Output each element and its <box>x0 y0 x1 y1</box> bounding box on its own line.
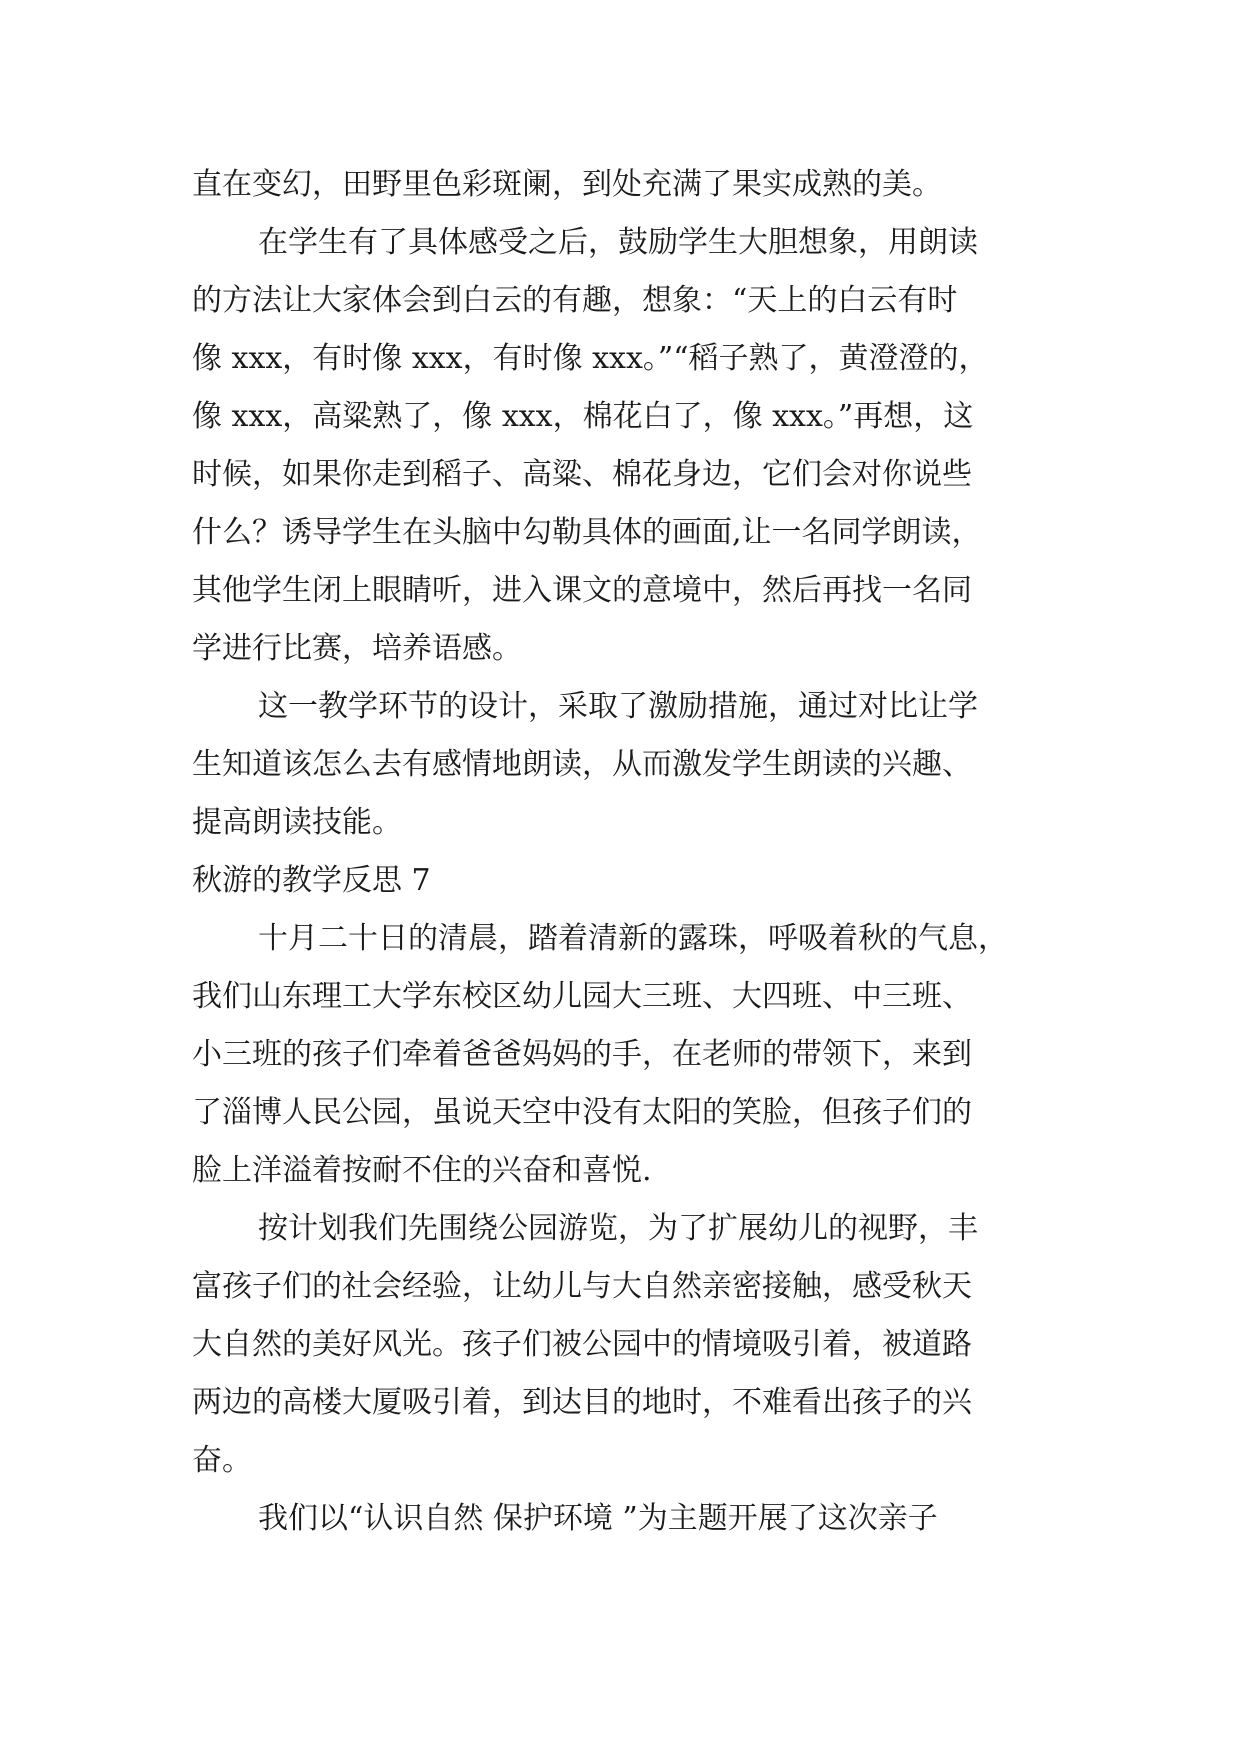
document-body <box>192 156 1050 1548</box>
paragraph-start-line: 我们以“认识自然 保护环境 ”为主题开展了这次亲子 <box>258 1501 938 1536</box>
section-heading: 秋游的教学反思 7 <box>192 863 431 898</box>
text-line: 的方法让大家体会到白云的有趣，想象：“天上的白云有时 <box>192 283 958 318</box>
text-line: 富孩子们的社会经验，让幼儿与大自然亲密接触，感受秋天 <box>192 1269 972 1304</box>
text-line: 小三班的孩子们牵着爸爸妈妈的手，在老师的带领下，来到 <box>192 1037 972 1072</box>
text-line: 其他学生闭上眼睛听，进入课文的意境中，然后再找一名同 <box>192 573 972 608</box>
text-line: 像 xxx，有时像 xxx，有时像 xxx。”“稻子熟了，黄澄澄的， <box>192 341 989 376</box>
text-line: 脸上洋溢着按耐不住的兴奋和喜悦. <box>192 1153 652 1188</box>
text-line: 时候，如果你走到稻子、高粱、棉花身边，它们会对你说些 <box>192 457 972 492</box>
text-line: 直在变幻，田野里色彩斑阑，到处充满了果实成熟的美。 <box>192 167 942 202</box>
text-line: 我们山东理工大学东校区幼儿园大三班、大四班、中三班、 <box>192 979 972 1014</box>
paragraph-start-line: 十月二十日的清晨，踏着清新的露珠，呼吸着秋的气息， <box>258 921 1008 956</box>
text-line: 生知道该怎么去有感情地朗读，从而激发学生朗读的兴趣、 <box>192 747 972 782</box>
text-line: 什么？诱导学生在头脑中勾勒具体的画面,让一名同学朗读， <box>192 515 982 550</box>
text-line: 学进行比赛，培养语感。 <box>192 631 522 666</box>
text-line: 了淄博人民公园，虽说天空中没有太阳的笑脸，但孩子们的 <box>192 1095 972 1130</box>
text-line: 两边的高楼大厦吸引着，到达目的地时，不难看出孩子的兴 <box>192 1385 972 1420</box>
text-line: 像 xxx，高粱熟了，像 xxx，棉花白了，像 xxx。”再想，这 <box>192 399 974 434</box>
text-line: 提高朗读技能。 <box>192 805 402 840</box>
paragraph-start-line: 这一教学环节的设计，采取了激励措施，通过对比让学 <box>258 689 978 724</box>
paragraph-start-line: 在学生有了具体感受之后，鼓励学生大胆想象，用朗读 <box>258 225 978 260</box>
paragraph-start-line: 按计划我们先围绕公园游览，为了扩展幼儿的视野，丰 <box>258 1211 978 1246</box>
text-line: 大自然的美好风光。孩子们被公园中的情境吸引着，被道路 <box>192 1327 972 1362</box>
text-line: 奋。 <box>192 1443 252 1478</box>
